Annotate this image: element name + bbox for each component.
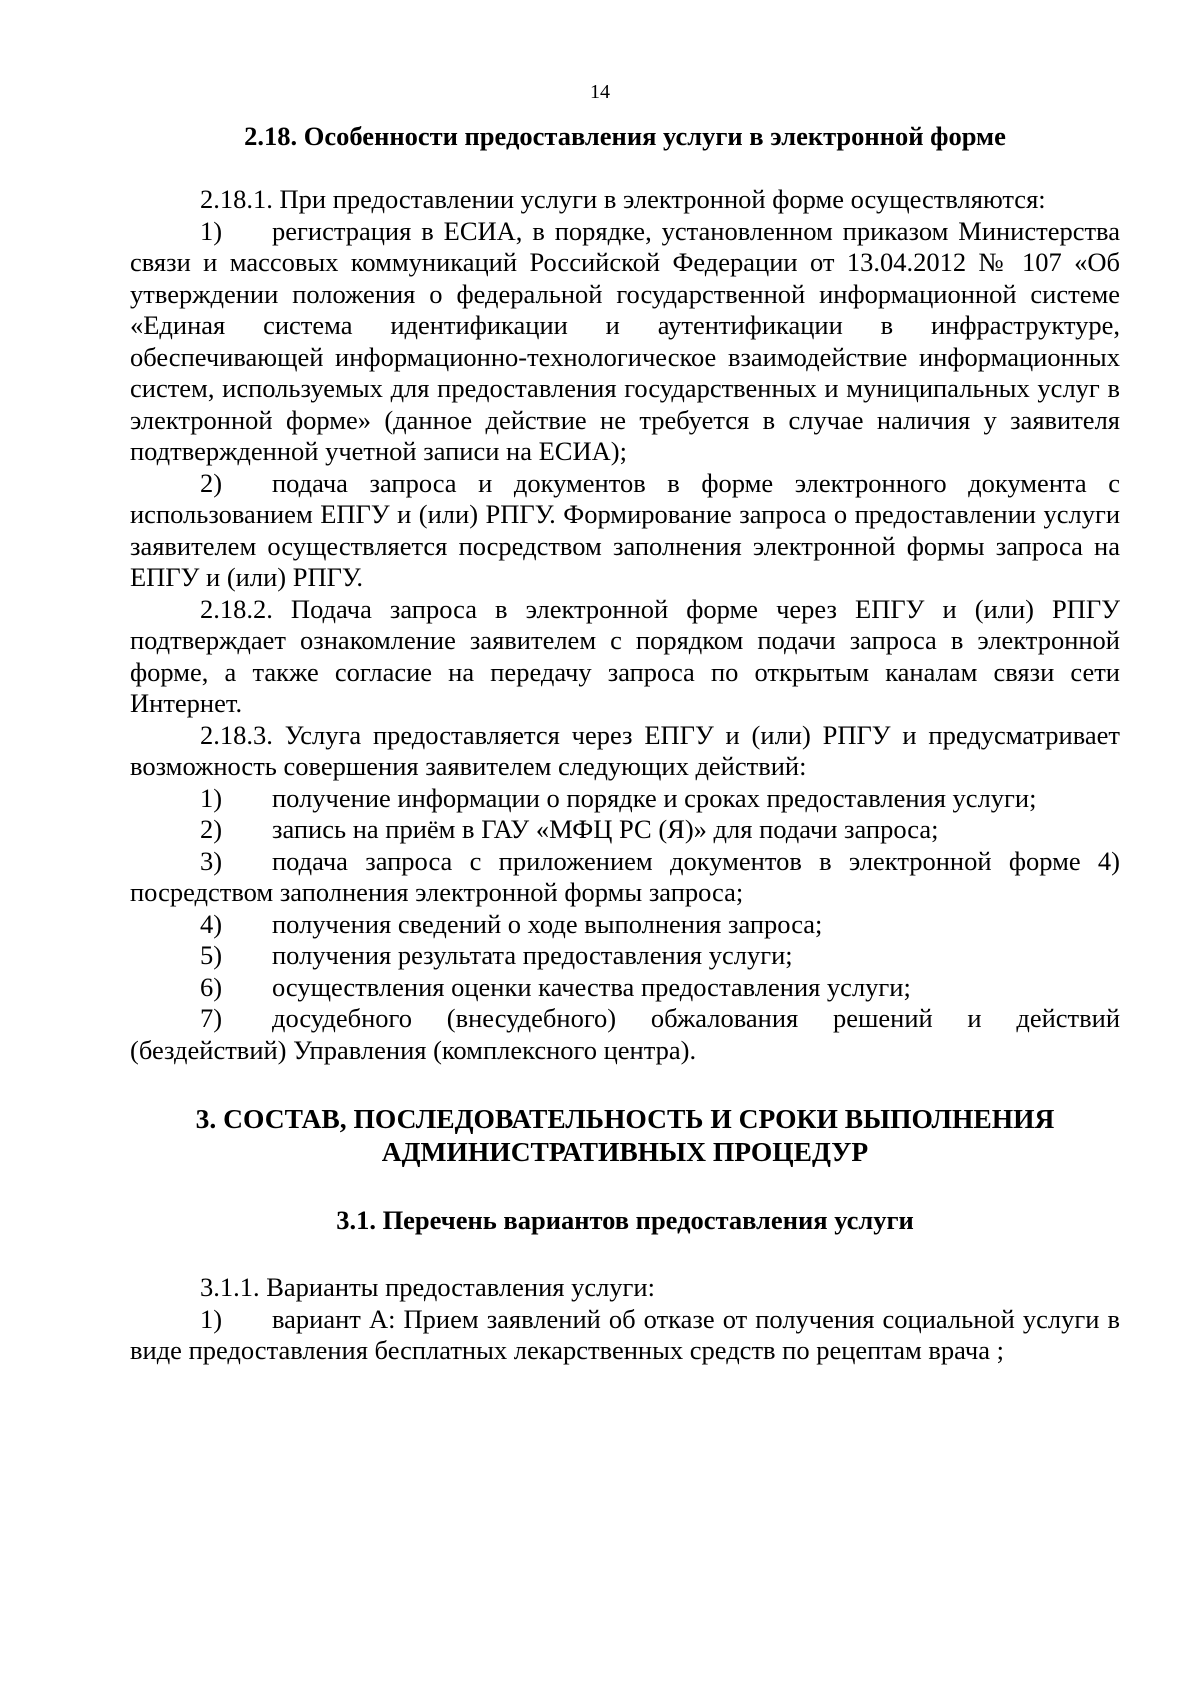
list-number: 3) xyxy=(200,845,223,876)
list-text: получения результата предоставления услуги; xyxy=(272,940,793,970)
list-number: 1) xyxy=(200,215,223,246)
list-item xyxy=(130,216,1120,468)
list-number: 7) xyxy=(200,1003,223,1033)
list-text: подача запроса и документов в форме электронного документа с использованием ЕПГУ и (или) РПГУ. Формирование запроса о предоставлении услуги заявителем осуществляется посредством заполнения электронной формы запроса на ЕПГУ и (или) РПГУ. xyxy=(130,467,1120,592)
paragraph-2-18-1: 2.18.1. При предоставлении услуги в электронной форме осуществляются: xyxy=(200,184,1046,214)
list-number: 1) xyxy=(200,782,223,813)
list-text: регистрация в ЕСИА, в порядке, установленном приказом Министерства связи и массовых коммуникаций Российской Федерации от 13.04.2012 № 107 «Об утверждении положения о федеральной государственной информационной системе «Единая система идентификации и аутентификации в инфраструктуре, обеспечивающей информационно-технологическое взаимодействие информационных систем, используемых для предоставления государственных и муниципальных услуг в электронной форме» (данное действие не требуется в случае наличия у заявителя подтвержденной учетной записи на ЕСИА); xyxy=(130,215,1120,466)
list-number: 2) xyxy=(200,467,223,498)
list-item xyxy=(130,783,1120,815)
page-content xyxy=(130,120,1120,1367)
list-number: 4) xyxy=(200,908,223,939)
section-3-heading xyxy=(130,1102,1120,1168)
paragraph-2-18-2: 2.18.2. Подача запроса в электронной форме через ЕПГУ и (или) РПГУ подтверждает ознакомление заявителем с порядком подачи запроса в электронной форме, а также согласие на передачу запроса по открытым каналам связи сети Интернет. xyxy=(130,593,1120,718)
section-3-heading-line1: 3. СОСТАВ, ПОСЛЕДОВАТЕЛЬНОСТЬ И СРОКИ ВЫПОЛНЕНИЯ xyxy=(195,1103,1055,1134)
list-item xyxy=(130,972,1120,1004)
page-number: 14 xyxy=(590,81,610,103)
list-text: осуществления оценки качества предоставления услуги; xyxy=(272,971,911,1002)
list-item xyxy=(130,814,1120,846)
list-text: получения сведений о ходе выполнения запроса; xyxy=(272,908,823,939)
section-3-heading-line2: АДМИНИСТРАТИВНЫХ ПРОЦЕДУР xyxy=(381,1136,869,1167)
list-number: 1) xyxy=(200,1303,223,1334)
list-item xyxy=(130,846,1120,909)
list-number: 6) xyxy=(200,971,223,1002)
list-text: вариант А: Прием заявлений об отказе от получения социальной услуги в виде предоставления бесплатных лекарственных средств по рецептам врача ; xyxy=(130,1303,1120,1365)
section-2-18-heading: 2.18. Особенности предоставления услуги в электронной форме xyxy=(244,121,1006,151)
list-item xyxy=(130,940,1120,972)
list-text: запись на приём в ГАУ «МФЦ РС (Я)» для подачи запроса; xyxy=(272,814,939,844)
list-text: подача запроса с приложением документов в электронной форме 4) посредством заполнения электронной формы запроса; xyxy=(130,845,1120,907)
list-item xyxy=(130,1304,1120,1367)
list-item xyxy=(130,468,1120,594)
paragraph-3-1-1: 3.1.1. Варианты предоставления услуги: xyxy=(200,1272,655,1302)
list-item xyxy=(130,1003,1120,1066)
section-3-1-heading: 3.1. Перечень вариантов предоставления услуги xyxy=(336,1205,914,1235)
list-number: 2) xyxy=(200,814,223,844)
list-item xyxy=(130,909,1120,941)
list-text: досудебного (внесудебного) обжалования решений и действий (бездействий) Управления (комплексного центра). xyxy=(130,1003,1120,1065)
list-number: 5) xyxy=(200,940,223,970)
paragraph-2-18-3: 2.18.3. Услуга предоставляется через ЕПГУ и (или) РПГУ и предусматривает возможность совершения заявителем следующих действий: xyxy=(130,719,1120,781)
list-text: получение информации о порядке и сроках предоставления услуги; xyxy=(272,782,1037,813)
